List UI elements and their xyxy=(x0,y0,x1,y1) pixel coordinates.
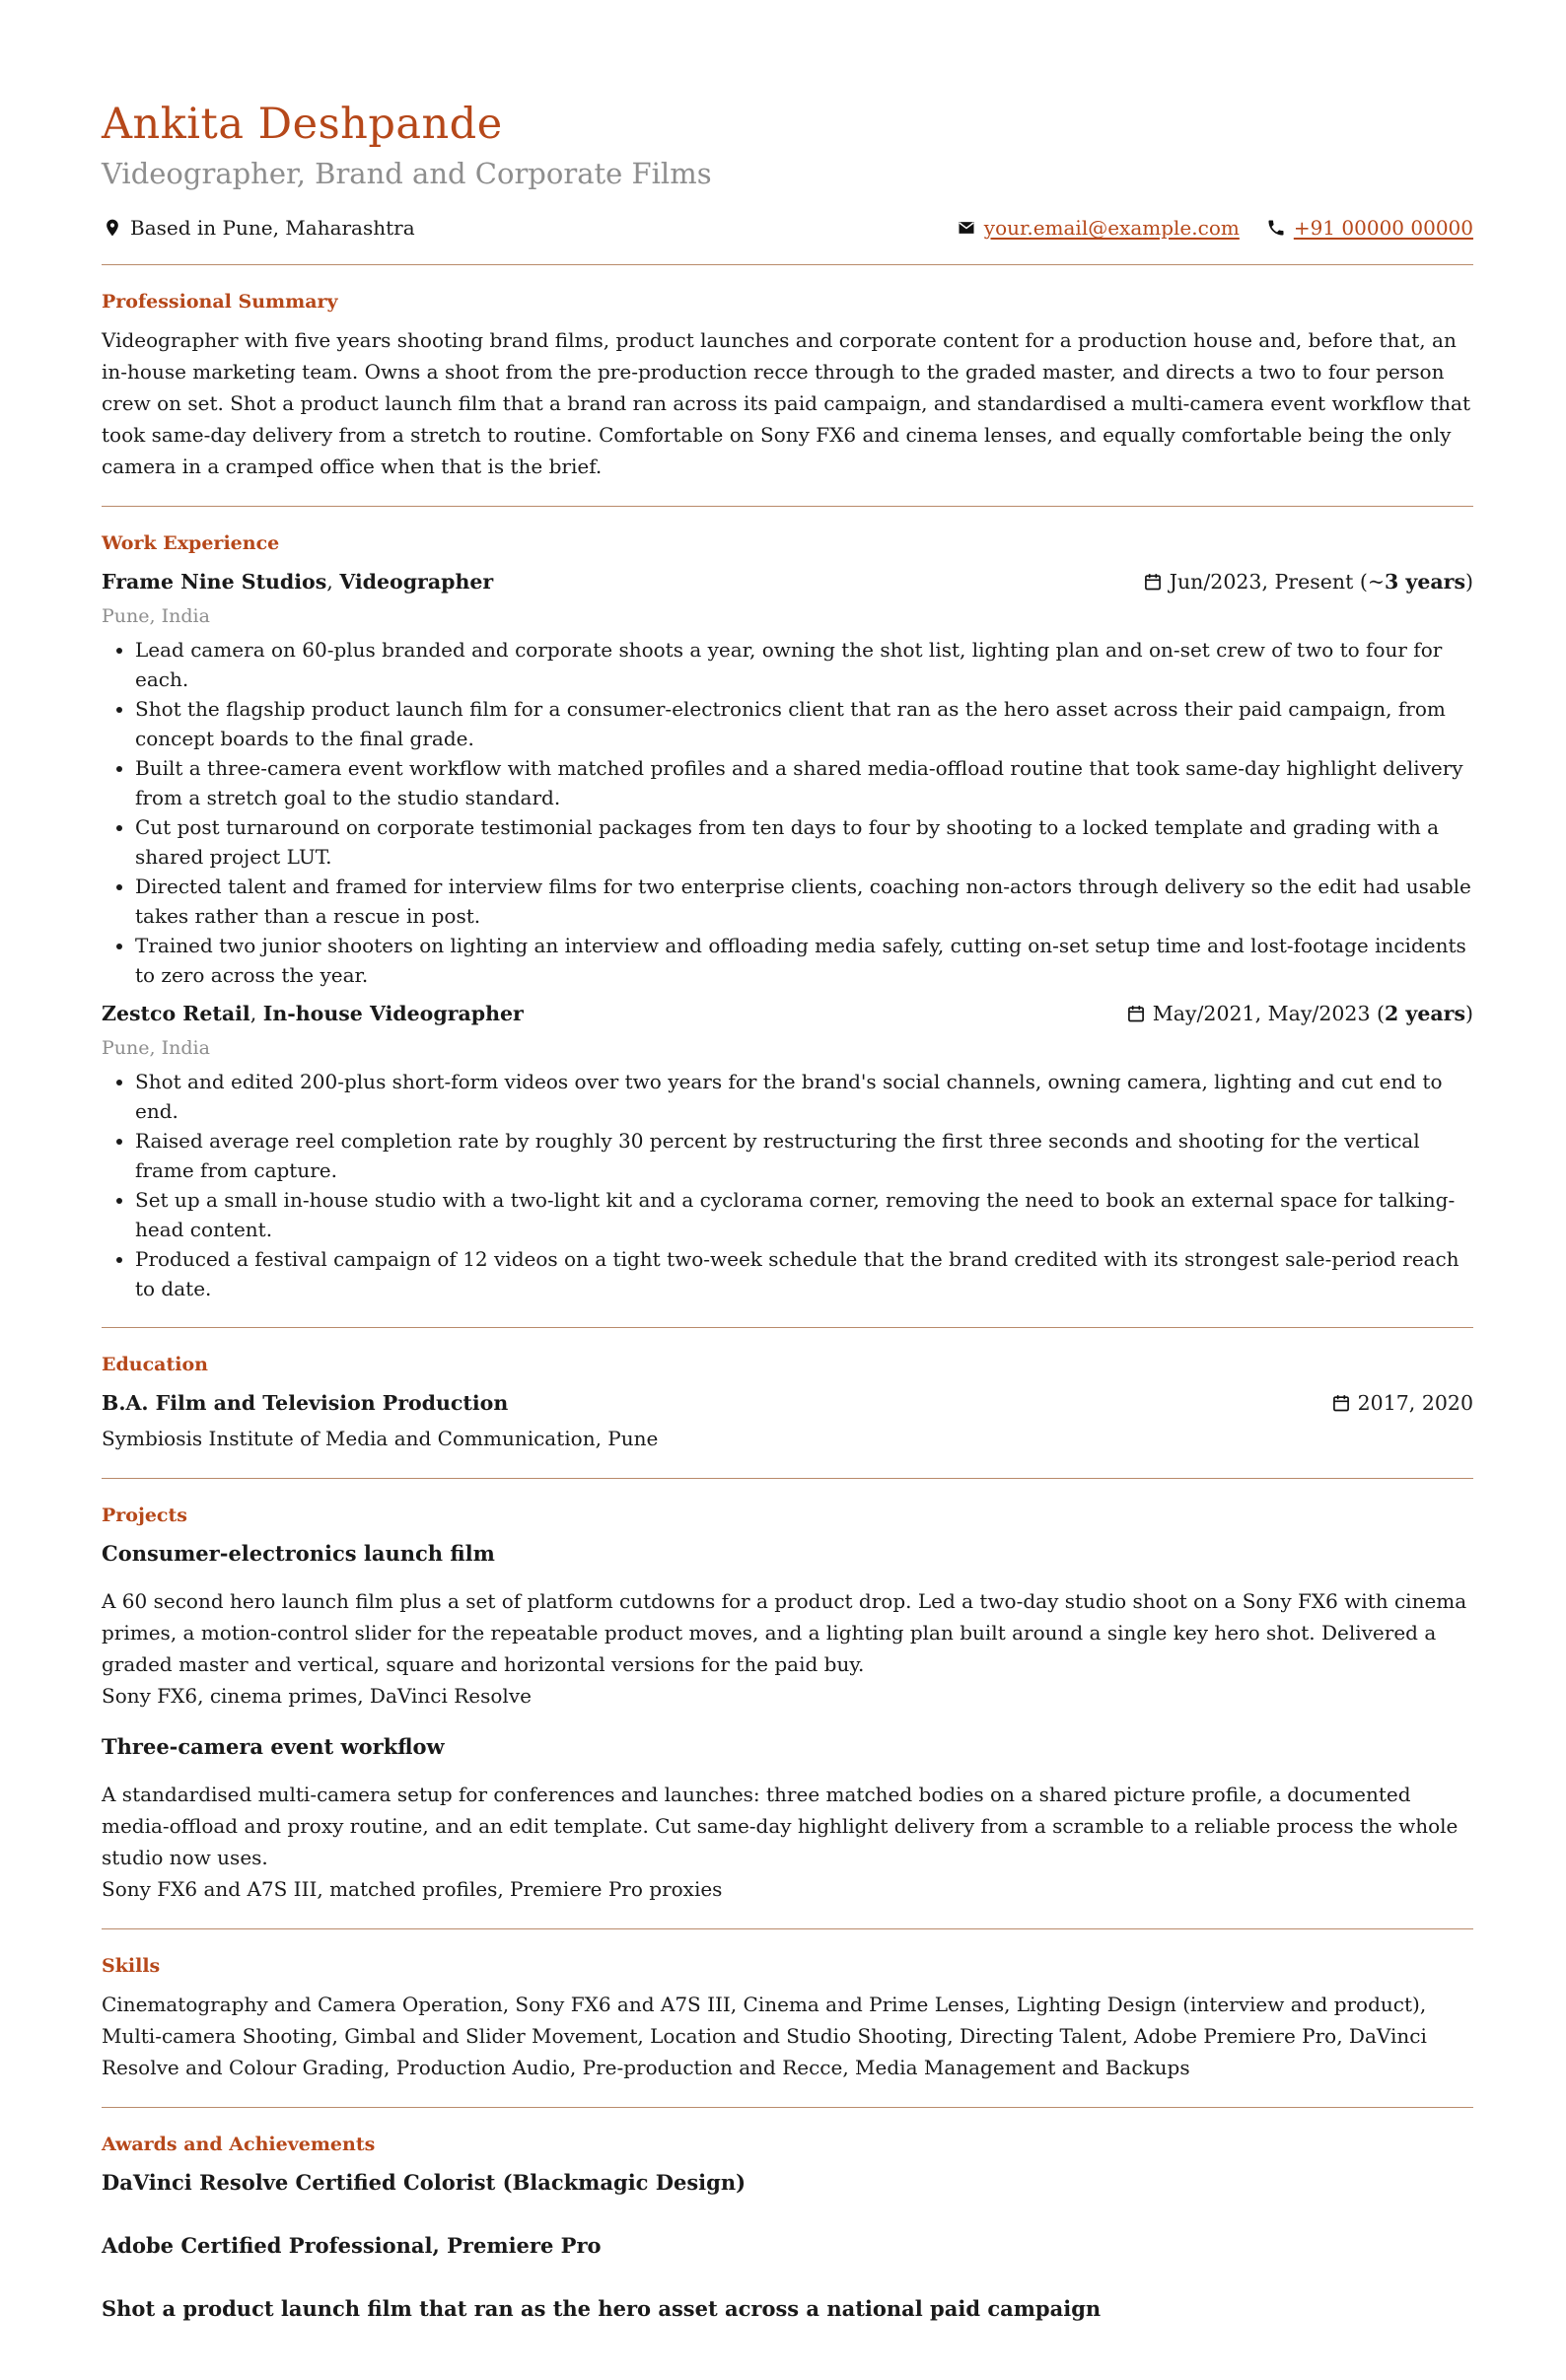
job-bullets xyxy=(102,635,1473,990)
bullet-item: • Raised average reel completion rate by roughly 30 percent by restructuring the first three seconds and shooting for the vertical frame from capture. xyxy=(135,1126,1473,1185)
job-heading xyxy=(102,998,524,1029)
location-text: Based in Pune, Maharashtra xyxy=(130,216,415,240)
date-close: ) xyxy=(1465,570,1473,594)
phone-icon xyxy=(1265,217,1287,239)
summary-section xyxy=(102,265,1473,506)
job-header xyxy=(102,998,1473,1029)
location-item xyxy=(102,213,415,243)
bullet-item: • Cut post turnaround on corporate testimonial packages from ten days to four by shooting to a locked template and grading with a shared project LUT. xyxy=(135,812,1473,872)
projects-section xyxy=(102,1479,1473,1928)
candidate-title: Videographer, Brand and Corporate Films xyxy=(102,157,712,190)
contact-links xyxy=(930,213,1473,243)
awards-section xyxy=(102,2108,1473,2380)
job-date xyxy=(1142,566,1473,597)
project-title: Three-camera event workflow xyxy=(102,1734,445,1759)
education-header xyxy=(102,1387,1473,1419)
heading-separator: , xyxy=(249,1002,263,1025)
section-title: Education xyxy=(102,1354,208,1375)
section-title: Work Experience xyxy=(102,532,280,554)
calendar-icon xyxy=(1142,571,1164,593)
project-title: Consumer-electronics launch film xyxy=(102,1541,495,1566)
candidate-name: Ankita Deshpande xyxy=(102,100,503,149)
job-entry xyxy=(102,566,1473,990)
job-date xyxy=(1125,998,1473,1029)
resume-page xyxy=(102,95,1473,2380)
company-name: Frame Nine Studios xyxy=(102,570,327,594)
mail-icon xyxy=(956,217,977,239)
bullet-item: • Lead camera on 60-plus branded and corporate shoots a year, owning the shot list, lighting plan and on-set crew of two to four for each. xyxy=(135,635,1473,694)
award-item: Adobe Certified Professional, Premiere Pro xyxy=(102,2233,602,2258)
project-description: A 60 second hero launch film plus a set of platform cutdowns for a product drop. Led a two-day studio shoot on a Sony FX6 with cinema primes, a motion-control slider for the repeatable product moves, and a lighting plan built around a single key hero shot. Delivered a graded master and vertical, square and horizontal versions for the paid buy. xyxy=(102,1589,1467,1676)
job-bullets xyxy=(102,1067,1473,1303)
phone-item xyxy=(1265,213,1473,243)
section-title: Professional Summary xyxy=(102,291,338,313)
email-link[interactable]: your.email@example.com xyxy=(983,216,1240,240)
location-pin-icon xyxy=(102,217,123,239)
calendar-icon xyxy=(1330,1392,1352,1414)
project-entry xyxy=(102,1731,1473,1905)
bullet-item: • Shot the flagship product launch film for a consumer-electronics client that ran as the hero asset across their paid campaign, from concept boards to the final grade. xyxy=(135,694,1473,753)
bullet-item: • Trained two junior shooters on lighting an interview and offloading media safely, cutting on-set setup time and lost-footage incidents to zero across the year. xyxy=(135,931,1473,990)
degree: B.A. Film and Television Production xyxy=(102,1391,509,1415)
job-location: Pune, India xyxy=(102,605,210,627)
company-name: Zestco Retail xyxy=(102,1002,250,1025)
duration: 2 years xyxy=(1385,1002,1465,1025)
bullet-item: • Produced a festival campaign of 12 videos on a tight two-week schedule that the brand credited with its strongest sale-period reach to date. xyxy=(135,1244,1473,1303)
job-entry xyxy=(102,998,1473,1303)
job-role: In-house Videographer xyxy=(262,1002,524,1025)
job-header xyxy=(102,566,1473,597)
date-text: Jun/2023, Present (~ xyxy=(1169,570,1386,594)
project-tools: Sony FX6 and A7S III, matched profiles, Premiere Pro proxies xyxy=(102,1877,723,1901)
job-heading xyxy=(102,566,493,597)
award-item: Shot a product launch film that ran as the hero asset across a national paid campaign xyxy=(102,2296,1102,2321)
education-section xyxy=(102,1328,1473,1478)
email-item xyxy=(956,213,1240,243)
job-location: Pune, India xyxy=(102,1037,210,1059)
project-description: A standardised multi-camera setup for conferences and launches: three matched bodies on a shared picture profile, a documented media-offload and proxy routine, and an edit template. Cut same-day highlight delivery from a scramble to a reliable process the whole studio now uses. xyxy=(102,1783,1459,1869)
summary-text: Videographer with five years shooting brand films, product launches and corporate content for a production house and, before that, an in-house marketing team. Owns a shoot from the pre-production recce through to the graded master, and directs a two to four person crew on set. Shot a product launch film that a brand ran across its paid campaign, and standardised a multi-camera event workflow that took same-day delivery from a stretch to routine. Comfortable on Sony FX6 and cinema lenses, and equally comfortable being the only camera in a cramped office when that is the brief. xyxy=(102,328,1471,478)
phone-link[interactable]: +91 00000 00000 xyxy=(1293,216,1473,240)
contact-row xyxy=(102,213,1473,243)
award-item: DaVinci Resolve Certified Colorist (Blackmagic Design) xyxy=(102,2170,747,2195)
project-entry xyxy=(102,1538,1473,1712)
project-tools: Sony FX6, cinema primes, DaVinci Resolve xyxy=(102,1684,532,1708)
school: Symbiosis Institute of Media and Communication, Pune xyxy=(102,1427,659,1450)
date-text: 2017, 2020 xyxy=(1357,1391,1473,1415)
heading-separator: , xyxy=(326,570,340,594)
duration: 3 years xyxy=(1385,570,1465,594)
skills-section xyxy=(102,1929,1473,2107)
calendar-icon xyxy=(1125,1003,1147,1024)
bullet-item: • Shot and edited 200-plus short-form videos over two years for the brand's social channels, owning camera, lighting and cut end to end. xyxy=(135,1067,1473,1126)
date-text: May/2021, May/2023 ( xyxy=(1152,1002,1386,1025)
section-title: Awards and Achievements xyxy=(102,2134,376,2155)
bullet-item: • Directed talent and framed for interview films for two enterprise clients, coaching non-actors through delivery so the edit had usable takes rather than a rescue in post. xyxy=(135,872,1473,931)
skills-text: Cinematography and Camera Operation, Sony FX6 and A7S III, Cinema and Prime Lenses, Lighting Design (interview and product), Multi-camera Shooting, Gimbal and Slider Movement, Location and Studio Shooting, Directing Talent, Adobe Premiere Pro, DaVinci Resolve and Colour Grading, Production Audio, Pre-production and Recce, Media Management and Backups xyxy=(102,1993,1427,2079)
job-role: Videographer xyxy=(339,570,494,594)
date-close: ) xyxy=(1465,1002,1473,1025)
experience-section xyxy=(102,507,1473,1327)
section-title: Skills xyxy=(102,1955,161,1977)
section-title: Projects xyxy=(102,1505,187,1526)
education-date xyxy=(1330,1387,1473,1419)
bullet-item: • Set up a small in-house studio with a two-light kit and a cyclorama corner, removing the need to book an external space for talking-head content. xyxy=(135,1185,1473,1244)
bullet-item: • Built a three-camera event workflow with matched profiles and a shared media-offload routine that took same-day highlight delivery from a stretch goal to the studio standard. xyxy=(135,753,1473,812)
